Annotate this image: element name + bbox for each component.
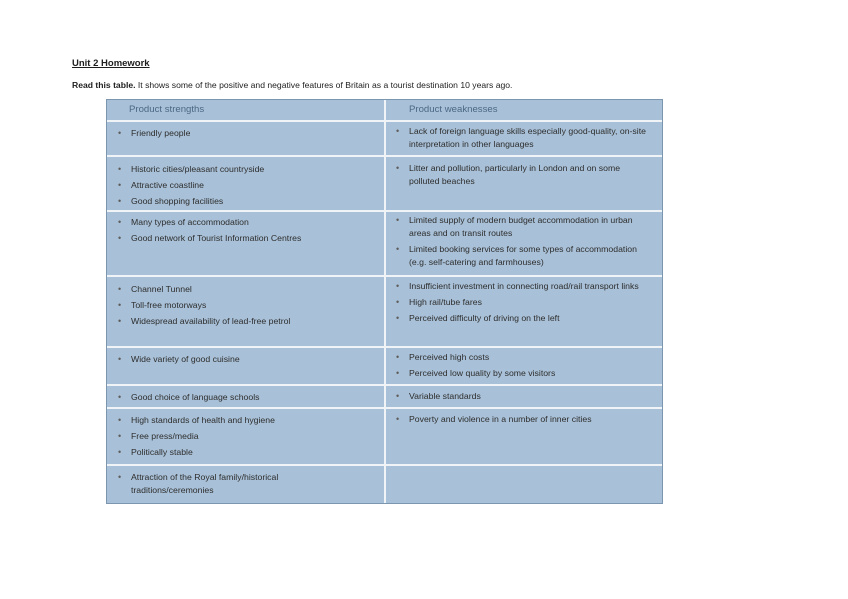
- intro-text: [72, 80, 512, 90]
- weaknesses-cell: [396, 280, 651, 325]
- weaknesses-cell: [396, 162, 651, 188]
- list-item: • Many types of accommodation: [118, 216, 373, 229]
- row-divider: [107, 155, 662, 157]
- list-item: • Insufficient investment in connecting road/rail transport links: [396, 280, 651, 293]
- weaknesses-cell: [396, 351, 651, 380]
- list-item: • Attractive coastline: [118, 179, 373, 192]
- list-item: • Wide variety of good cuisine: [118, 353, 373, 366]
- row-divider: [107, 346, 662, 348]
- features-table: [106, 99, 663, 504]
- list-item: • Attraction of the Royal family/historical traditions/ceremonies: [118, 471, 328, 497]
- list-item: • Channel Tunnel: [118, 283, 373, 296]
- strengths-cell: [118, 471, 328, 497]
- list-item: • Perceived low quality by some visitors: [396, 367, 651, 380]
- list-item: • Good shopping facilities: [118, 195, 373, 208]
- list-item: • Politically stable: [118, 446, 373, 459]
- weaknesses-cell: [396, 413, 651, 426]
- row-divider: [107, 407, 662, 409]
- list-item: • Litter and pollution, particularly in London and on some polluted beaches: [396, 162, 651, 188]
- strengths-cell: [118, 283, 373, 328]
- list-item: • Variable standards: [396, 390, 651, 403]
- strengths-cell: [118, 163, 373, 208]
- page-title: Unit 2 Homework: [72, 58, 150, 69]
- strengths-cell: [118, 353, 373, 366]
- list-item: • Widespread availability of lead-free petrol: [118, 315, 373, 328]
- intro-body: It shows some of the positive and negative features of Britain as a tourist destination 10 years ago.: [135, 80, 513, 90]
- row-divider: [107, 275, 662, 277]
- weaknesses-cell: [396, 390, 651, 403]
- header-weaknesses: Product weaknesses: [409, 104, 498, 115]
- header-divider: [107, 120, 662, 122]
- weaknesses-cell: [396, 214, 651, 269]
- intro-lead: Read this table.: [72, 80, 136, 90]
- list-item: • High rail/tube fares: [396, 296, 651, 309]
- row-divider: [107, 464, 662, 466]
- list-item: • Toll-free motorways: [118, 299, 373, 312]
- list-item: • High standards of health and hygiene: [118, 414, 373, 427]
- row-divider: [107, 384, 662, 386]
- list-item: • Historic cities/pleasant countryside: [118, 163, 373, 176]
- list-item: • Limited supply of modern budget accommodation in urban areas and on transit routes: [396, 214, 651, 240]
- list-item: • Lack of foreign language skills especially good-quality, on-site interpretation in other languages: [396, 125, 651, 151]
- list-item: • Poverty and violence in a number of inner cities: [396, 413, 651, 426]
- list-item: • Free press/media: [118, 430, 373, 443]
- list-item: • Perceived high costs: [396, 351, 651, 364]
- weaknesses-cell: [396, 125, 651, 151]
- list-item: • Limited booking services for some types of accommodation (e.g. self-catering and farmhouses): [396, 243, 651, 269]
- list-item: • Perceived difficulty of driving on the left: [396, 312, 651, 325]
- strengths-cell: [118, 391, 373, 404]
- row-divider: [107, 210, 662, 212]
- list-item: • Friendly people: [118, 127, 373, 140]
- column-divider: [384, 100, 386, 503]
- header-strengths: Product strengths: [129, 104, 205, 115]
- list-item: • Good network of Tourist Information Centres: [118, 232, 373, 245]
- strengths-cell: [118, 414, 373, 459]
- list-item: • Good choice of language schools: [118, 391, 373, 404]
- strengths-cell: [118, 216, 373, 245]
- strengths-cell: [118, 127, 373, 140]
